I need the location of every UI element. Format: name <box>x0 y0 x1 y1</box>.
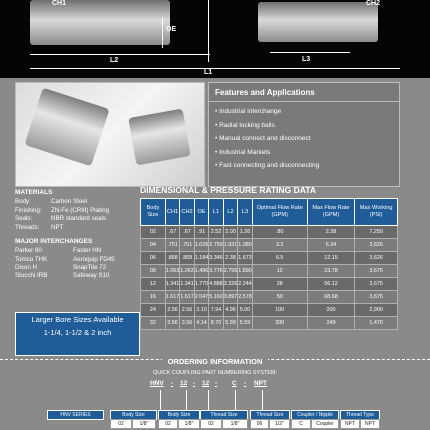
table-cell: 50 <box>252 291 307 304</box>
table-cell: 12 <box>252 265 307 278</box>
table-cell: 4.888 <box>209 278 224 291</box>
coupler-drawing <box>30 0 170 45</box>
table-cell: 1.063 <box>165 265 180 278</box>
table-header: Max Working (PSI) <box>355 199 398 226</box>
table-cell: 28 <box>252 278 307 291</box>
table-cell: 3.326 <box>223 278 238 291</box>
sub-cell: 06 <box>250 419 269 429</box>
list-item: • Manual connect and disconnect <box>215 132 393 146</box>
table-cell: 8.70 <box>209 317 224 330</box>
list-item: • Radial locking balls <box>215 119 393 133</box>
table-cell: 2.38 <box>307 226 355 239</box>
table-cell: 56.12 <box>307 278 355 291</box>
table-cell: .67 <box>180 226 195 239</box>
table-cell: 3,626 <box>355 239 398 252</box>
sub-cell: C <box>291 419 311 429</box>
sub-cell: 1/8" <box>178 419 200 429</box>
thread-size-box: Thread Size <box>250 410 290 420</box>
list-item: • Industrial Markets <box>215 146 393 160</box>
table-cell: 2.756 <box>223 265 238 278</box>
code-separator: - <box>244 380 247 387</box>
table-cell: 7,250 <box>355 226 398 239</box>
table-cell: 23.78 <box>307 265 355 278</box>
code-thread-type: NPT <box>254 380 267 387</box>
table-cell: .751 <box>165 239 180 252</box>
table-cell: .80 <box>252 226 307 239</box>
table-cell: 1.380 <box>238 239 253 252</box>
table-cell: 1.341 <box>180 278 195 291</box>
table-cell: 2.759 <box>209 239 224 252</box>
thread-size-box: Thread Size <box>200 410 248 420</box>
table-cell: 3,675 <box>355 265 398 278</box>
code-separator: - <box>193 380 196 387</box>
divider-line <box>208 0 209 62</box>
sub-cell: 1/2" <box>269 419 290 429</box>
table-cell: 02 <box>141 226 166 239</box>
table-header: Optimal Flow Rate (GPM) <box>252 199 307 226</box>
table-cell: 5.99 <box>223 317 238 330</box>
connector-line <box>186 390 187 410</box>
coupler-part-image <box>24 88 109 167</box>
table-cell: 3.346 <box>209 252 224 265</box>
table-header: CH1 <box>165 199 180 226</box>
features-panel <box>208 82 400 187</box>
table-cell: 2.244 <box>238 278 253 291</box>
code-series: HNV <box>150 380 164 387</box>
table-cell: .868 <box>165 252 180 265</box>
code-body-size: 12 <box>180 380 188 387</box>
table-cell: 2.52 <box>209 226 224 239</box>
table-body <box>141 226 398 330</box>
sub-cell: 02 <box>110 419 132 429</box>
features-list <box>209 102 399 176</box>
table-cell: 16 <box>141 291 166 304</box>
table-cell: 1.673 <box>238 252 253 265</box>
sub-cell: Coupler <box>311 419 339 429</box>
nipple-part-image <box>128 109 190 166</box>
table-cell: 1.026 <box>194 239 209 252</box>
body-size-box: Body Size <box>110 410 157 420</box>
table-header: Body Size <box>141 199 166 226</box>
table-cell: 3,626 <box>355 252 398 265</box>
table-cell: 12.15 <box>307 252 355 265</box>
hnv-series-box: HNV SERIES <box>47 410 104 420</box>
table-cell: 5.59 <box>238 317 253 330</box>
table-row <box>141 304 398 317</box>
l2-label: L2 <box>110 57 119 64</box>
rating-table <box>140 198 398 330</box>
table-cell: 5.160 <box>209 291 224 304</box>
table-cell: 2.56 <box>180 304 195 317</box>
code-thread-size: 12 <box>202 380 210 387</box>
table-cell: 3,675 <box>355 291 398 304</box>
table-row <box>141 278 398 291</box>
sub-cell: NPT <box>360 419 380 429</box>
table-cell: 1.496 <box>194 265 209 278</box>
larger-bore-banner <box>15 312 140 356</box>
ch1-label: CH1 <box>52 0 67 7</box>
table-row <box>141 291 398 304</box>
sub-cell: 1/8" <box>222 419 248 429</box>
sub-cell: 1/8" <box>132 419 156 429</box>
features-title: Features and Applications <box>209 83 399 102</box>
banner-line-2: 1-1/4, 1-1/2 & 2 inch <box>43 328 112 337</box>
table-cell: 2,900 <box>355 304 398 317</box>
table-row <box>141 239 398 252</box>
table-cell: 4.96 <box>223 304 238 317</box>
product-photo <box>15 82 205 187</box>
table-cell: 6.34 <box>307 239 355 252</box>
table-cell: 2.047 <box>194 291 209 304</box>
table-header-row <box>141 199 398 226</box>
table-cell: 2.578 <box>238 291 253 304</box>
table-cell: 6.5 <box>252 252 307 265</box>
table-cell: 7.94 <box>209 304 224 317</box>
oe-label: OE <box>166 26 177 33</box>
table-header: OE <box>194 199 209 226</box>
table-cell: .868 <box>180 252 195 265</box>
connector-line <box>235 390 236 410</box>
coupler-nipple-box: Coupler / Nipple <box>291 410 339 420</box>
table-cell: 2.00 <box>223 226 238 239</box>
table-header: L2 <box>223 199 238 226</box>
table-row <box>141 252 398 265</box>
l1-label: L1 <box>204 69 213 76</box>
table-cell: 1.26 <box>238 226 253 239</box>
table-cell: 1.184 <box>194 252 209 265</box>
table-row <box>141 317 398 330</box>
ch2-label: CH2 <box>366 0 381 7</box>
table-cell: 3.56 <box>165 317 180 330</box>
table-header: CH2 <box>180 199 195 226</box>
connector-line <box>160 390 161 410</box>
table-header: L3 <box>238 199 253 226</box>
table-cell: 1.617 <box>165 291 180 304</box>
nipple-drawing <box>258 0 381 42</box>
interchanges-title: MAJOR INTERCHANGES <box>15 238 93 246</box>
code-separator: - <box>171 380 174 387</box>
table-cell: 5.00 <box>238 304 253 317</box>
table-cell: 2.38 <box>223 252 238 265</box>
table-cell: 249 <box>307 317 355 330</box>
list-item: • Fast connecting and disconnecting <box>215 159 393 173</box>
table-cell: 32 <box>141 317 166 330</box>
sub-cell: 02 <box>158 419 178 429</box>
materials-row: Finishing: ZN-Fe (CRIII) Plating <box>15 206 110 214</box>
table-cell: 12 <box>141 278 166 291</box>
code-separator: - <box>215 380 218 387</box>
table-cell: .751 <box>180 239 195 252</box>
table-cell: 1.931 <box>223 239 238 252</box>
table-cell: 68.68 <box>307 291 355 304</box>
l2-dimension-line <box>30 54 210 55</box>
table-header: Max Flow Rate (GPM) <box>307 199 355 226</box>
interchange-row: Parker 60 Faster HN <box>15 247 102 255</box>
table-cell: .91 <box>194 226 209 239</box>
sub-cell: 02 <box>200 419 222 429</box>
connector-line <box>208 390 209 410</box>
ordering-title: ORDERING INFORMATION <box>0 357 430 366</box>
table-cell: .67 <box>165 226 180 239</box>
table-title: DIMENSIONAL & PRESSURE RATING DATA <box>140 185 316 195</box>
table-cell: 1.063 <box>180 265 195 278</box>
table-cell: 24 <box>141 304 166 317</box>
dimension-drawing-panel <box>0 0 430 78</box>
table-row <box>141 226 398 239</box>
table-cell: 1.890 <box>238 265 253 278</box>
interchange-row: Dixon H SnapTite 72 <box>15 263 107 271</box>
table-cell: 3,675 <box>355 278 398 291</box>
oe-dimension-line <box>162 18 163 48</box>
banner-line-1: Larger Bore Sizes Available <box>31 315 124 324</box>
list-item: • Industrial interchange <box>215 105 393 119</box>
code-coupler: C <box>232 380 237 387</box>
table-cell: 1,470 <box>355 317 398 330</box>
ordering-subtitle: QUICK COUPLING PART NUMBERING SYSTEM: <box>152 370 278 376</box>
table-cell: 2.56 <box>165 304 180 317</box>
table-cell: 08 <box>141 265 166 278</box>
table-cell: 3.56 <box>180 317 195 330</box>
l3-label: L3 <box>302 56 311 63</box>
interchange-row: Stucchi IRB Safeway S10 <box>15 272 110 280</box>
materials-section <box>15 189 138 329</box>
table-cell: 1.770 <box>194 278 209 291</box>
table-cell: 06 <box>141 252 166 265</box>
table-cell: 200 <box>307 304 355 317</box>
table-row <box>141 265 398 278</box>
table-cell: 200 <box>252 317 307 330</box>
materials-row: Threads: NPT <box>15 223 64 231</box>
materials-row: Seals: NBR standard seals <box>15 215 107 223</box>
table-cell: 100 <box>252 304 307 317</box>
table-cell: 4.14 <box>194 317 209 330</box>
table-cell: 3.2 <box>252 239 307 252</box>
body-size-box: Body Size <box>158 410 200 420</box>
table-cell: 3.776 <box>209 265 224 278</box>
interchange-row: Tomco THK Aeroquip FD45 <box>15 255 115 263</box>
materials-row: Body: Carbon Steel <box>15 198 88 205</box>
table-cell: 3.897 <box>223 291 238 304</box>
materials-title: MATERIALS <box>15 189 53 196</box>
connector-line <box>262 390 263 410</box>
table-cell: 3.10 <box>194 304 209 317</box>
thread-type-box: Thread Type <box>340 410 380 420</box>
l3-dimension-line <box>270 52 350 53</box>
table-cell: 1.617 <box>180 291 195 304</box>
table-cell: 1.341 <box>165 278 180 291</box>
l1-dimension-line <box>30 68 400 69</box>
table-header: L1 <box>209 199 224 226</box>
table-cell: 04 <box>141 239 166 252</box>
sub-cell: NPT <box>340 419 360 429</box>
